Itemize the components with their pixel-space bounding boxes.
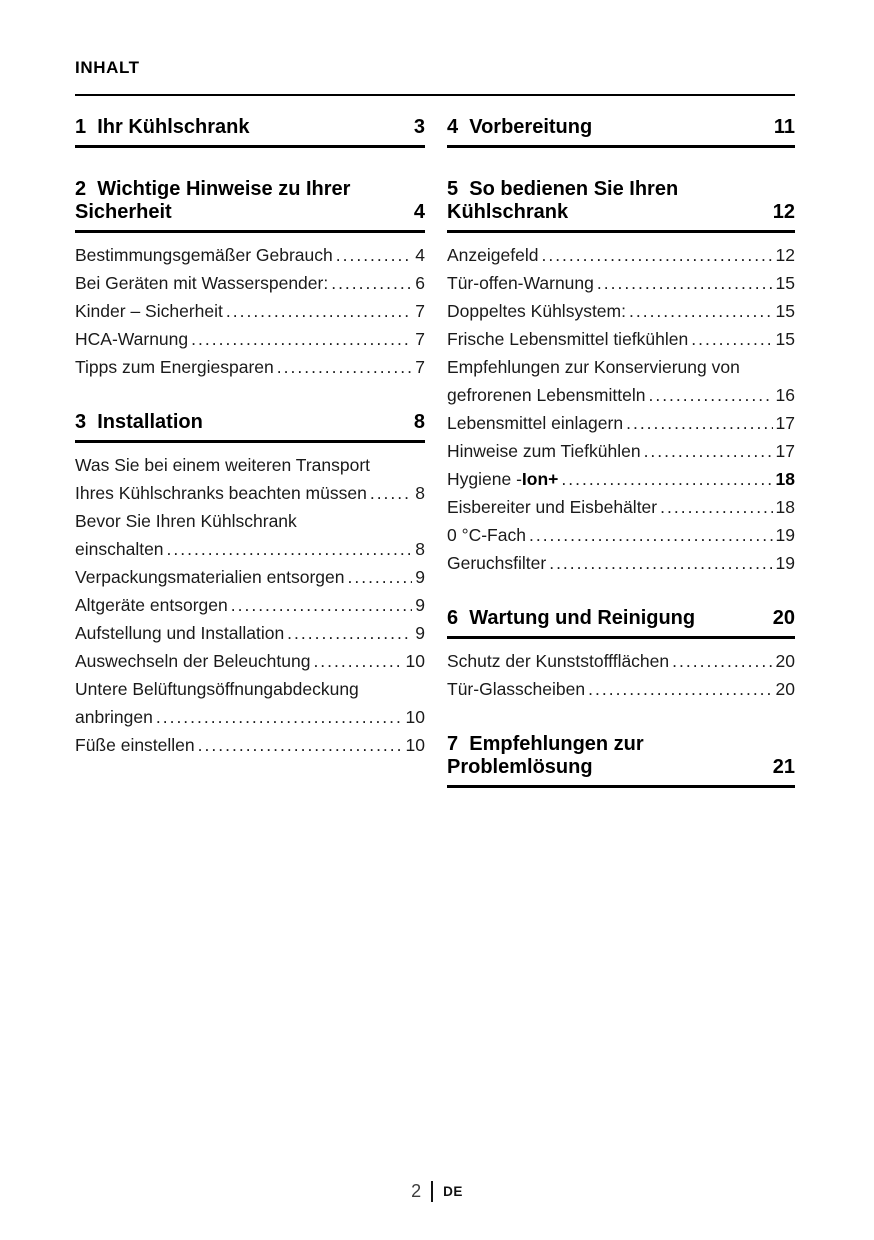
toc-entry [447, 269, 795, 297]
toc-entry-page: 6 [415, 273, 425, 293]
toc-entry-page: 20 [775, 651, 795, 671]
toc-entry [75, 451, 425, 507]
section-heading-page: 3 [413, 116, 425, 138]
page-footer [0, 1181, 874, 1202]
toc-entry-page: 18 [775, 497, 795, 517]
toc-entry-label-bold: Ion+ [521, 469, 559, 489]
dot-leader [287, 619, 412, 647]
toc-entry [447, 437, 795, 465]
section-heading [75, 411, 425, 443]
dot-leader [541, 241, 772, 269]
toc-entry-label: Frische Lebensmittel tiefkühlen [447, 329, 689, 349]
dot-leader [626, 409, 772, 437]
section-4 [447, 116, 795, 148]
dot-leader [156, 703, 403, 731]
section-heading-page: 11 [773, 116, 795, 138]
toc-entry [75, 353, 425, 381]
toc-entry-text: Was Sie bei einem weiteren Transport [75, 455, 371, 475]
toc-entry-page: 12 [775, 245, 795, 265]
toc-entry-label: Tür-offen-Warnung [447, 273, 594, 293]
toc-entry [447, 675, 795, 703]
toc-entry [75, 507, 425, 563]
toc-entry [75, 563, 425, 591]
toc-entry [75, 297, 425, 325]
toc-entry-label: Geruchsfilter [447, 553, 547, 573]
toc-entry-label: Bei Geräten mit Wasserspender: [75, 273, 329, 293]
toc-entry-page: 15 [775, 273, 795, 293]
toc-entry [75, 325, 425, 353]
toc-entry-page: 8 [415, 483, 425, 503]
toc-entry [447, 409, 795, 437]
toc-entry-page: 4 [415, 245, 425, 265]
toc-entry-page: 9 [415, 567, 425, 587]
toc-entry [447, 325, 795, 353]
section-heading-page: 20 [772, 607, 795, 629]
toc-entry-page: 10 [405, 735, 425, 755]
toc-entry-page: 10 [405, 651, 425, 671]
page-title: INHALT [75, 58, 140, 77]
dot-leader [370, 479, 412, 507]
section-2 [75, 178, 425, 381]
toc-entry-label: Tipps zum Energiesparen [75, 357, 274, 377]
section-7 [447, 733, 795, 788]
section-heading [447, 607, 795, 639]
toc-entry [75, 591, 425, 619]
section-heading-text: 6 Wartung und Reinigung [447, 607, 696, 629]
footer-language-label: DE [443, 1184, 463, 1199]
toc-entry-page: 20 [775, 679, 795, 699]
toc-entry-text: Empfehlungen zur Konservierung von [447, 357, 740, 377]
toc-entry-page: 15 [775, 301, 795, 321]
toc-entry-label: HCA-Warnung [75, 329, 189, 349]
dot-leader [691, 325, 772, 353]
toc-entry-label: anbringen [75, 707, 153, 727]
toc-entry-page: 7 [415, 301, 425, 321]
section-heading-text: 5 So bedienen Sie Ihren Kühlschrank [447, 178, 679, 223]
toc-entry-page: 16 [775, 385, 795, 405]
toc-entry-label: einschalten [75, 539, 164, 559]
toc-entry [75, 731, 425, 759]
section-6 [447, 607, 795, 703]
section-3 [75, 411, 425, 759]
section-5 [447, 178, 795, 577]
toc-columns [75, 116, 795, 788]
toc-entry-page: 9 [415, 623, 425, 643]
toc-entry-label: Altgeräte entsorgen [75, 595, 228, 615]
toc-entry-label: Verpackungsmaterialien entsorgen [75, 567, 345, 587]
toc-entry-label: Tür-Glasscheiben [447, 679, 586, 699]
section-heading [75, 178, 425, 233]
section-heading-text: 7 Empfehlungen zur Problemlösung [447, 733, 644, 778]
toc-entry [447, 647, 795, 675]
toc-entry [75, 269, 425, 297]
toc-entry [447, 521, 795, 549]
toc-entry-label: Lebensmittel einlagern [447, 413, 624, 433]
toc-column-left [75, 116, 425, 788]
toc-entry-label: Hinweise zum Tiefkühlen [447, 441, 641, 461]
dot-leader [231, 591, 413, 619]
header-rule [75, 94, 795, 96]
footer-divider [431, 1181, 433, 1202]
toc-entry-page: 19 [775, 553, 795, 573]
section-entries [447, 241, 795, 577]
dot-leader [629, 297, 773, 325]
toc-entry-label: Füße einstellen [75, 735, 195, 755]
toc-entry-label: Doppeltes Kühlsystem: [447, 301, 626, 321]
dot-leader [347, 563, 412, 591]
toc-column-right [447, 116, 795, 788]
toc-entry-hygiene-ion [447, 465, 795, 493]
toc-entry [75, 241, 425, 269]
section-heading-text: 3 Installation [75, 411, 203, 433]
dot-leader [644, 437, 773, 465]
section-heading [75, 116, 425, 148]
toc-entry-label: 0 °C-Fach [447, 525, 526, 545]
toc-entry-label: Aufstellung und Installation [75, 623, 285, 643]
section-entries [75, 451, 425, 759]
section-heading-page: 8 [413, 411, 425, 433]
dot-leader [226, 297, 412, 325]
section-1 [75, 116, 425, 148]
dot-leader [198, 731, 403, 759]
toc-entry-label: Kinder – Sicherheit [75, 301, 223, 321]
toc-entry-page: 9 [415, 595, 425, 615]
toc-entry-page: 10 [405, 707, 425, 727]
toc-entry [447, 353, 795, 409]
dot-leader [561, 465, 772, 493]
dot-leader [336, 241, 413, 269]
toc-entry-label: Hygiene - [447, 469, 522, 489]
dot-leader [331, 269, 412, 297]
section-heading-text: 1 Ihr Kühlschrank [75, 116, 250, 138]
dot-leader [191, 325, 412, 353]
section-entries [447, 647, 795, 703]
dot-leader [529, 521, 773, 549]
toc-entry-text: Bevor Sie Ihren Kühlschrank [75, 511, 297, 531]
toc-entry-page: 15 [775, 329, 795, 349]
footer-page-number: 2 [411, 1181, 422, 1201]
toc-entry-label: Anzeigefeld [447, 245, 539, 265]
toc-entry [447, 549, 795, 577]
dot-leader [672, 647, 772, 675]
toc-entry-text: Untere Belüftungsöffnungabdeckung [75, 679, 359, 699]
toc-entry [447, 241, 795, 269]
dot-leader [277, 353, 413, 381]
toc-entry [75, 647, 425, 675]
dot-leader [648, 381, 772, 409]
toc-entry [75, 619, 425, 647]
toc-entry-label: Eisbereiter und Eisbehälter [447, 497, 658, 517]
toc-entry-label: Bestimmungsgemäßer Gebrauch [75, 245, 333, 265]
dot-leader [313, 647, 402, 675]
toc-entry-label: Auswechseln der Beleuchtung [75, 651, 311, 671]
section-heading-page: 21 [772, 756, 795, 778]
dot-leader [167, 535, 413, 563]
dot-leader [549, 549, 772, 577]
section-heading-page: 12 [772, 201, 795, 223]
toc-entry-label: Ihres Kühlschranks beachten müssen [75, 483, 367, 503]
dot-leader [588, 675, 772, 703]
section-entries [75, 241, 425, 381]
dot-leader [597, 269, 773, 297]
toc-entry-page: 17 [775, 441, 795, 461]
toc-entry [75, 675, 425, 731]
section-heading-page: 4 [413, 201, 425, 223]
toc-entry-page: 7 [415, 357, 425, 377]
toc-entry-page: 8 [415, 539, 425, 559]
dot-leader [660, 493, 772, 521]
toc-entry-page: 18 [775, 469, 795, 489]
toc-entry-page: 17 [775, 413, 795, 433]
section-heading-text: 4 Vorbereitung [447, 116, 593, 138]
toc-entry-page: 7 [415, 329, 425, 349]
toc-entry-page: 19 [775, 525, 795, 545]
section-heading [447, 116, 795, 148]
section-heading [447, 733, 795, 788]
section-heading-text: 2 Wichtige Hinweise zu Ihrer Sicherheit [75, 178, 351, 223]
toc-entry-label: gefrorenen Lebensmitteln [447, 385, 646, 405]
section-heading [447, 178, 795, 233]
toc-entry [447, 493, 795, 521]
toc-entry-label: Schutz der Kunststoffflächen [447, 651, 670, 671]
toc-entry [447, 297, 795, 325]
